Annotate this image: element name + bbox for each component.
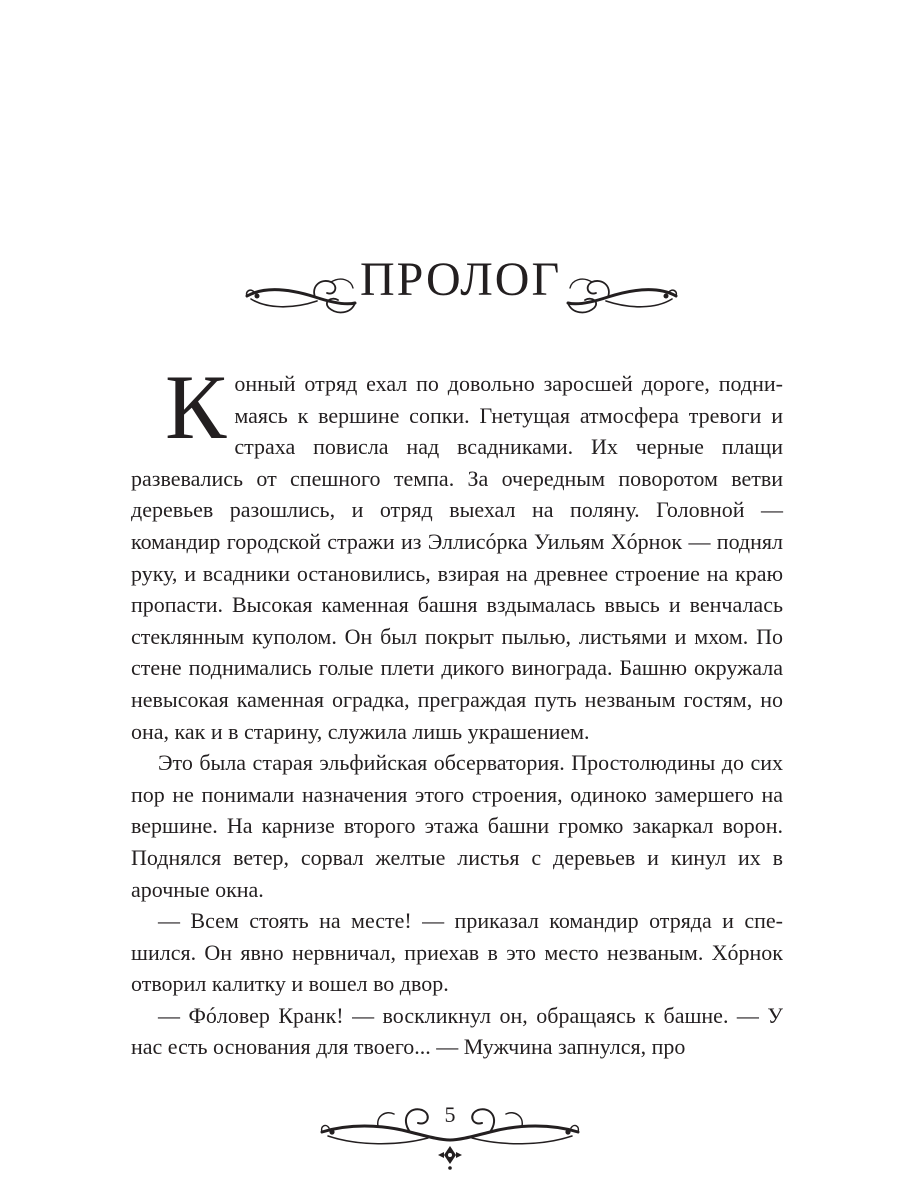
- flourish-right-icon: [566, 272, 678, 316]
- paragraph: — Фóловер Кранк! — воскликнул он, обращаясь к башне. — У нас есть основания для твоего... — Мужчина запнулся, про: [131, 1002, 783, 1060]
- page-footer: [0, 1096, 900, 1172]
- paragraph-text: онный отряд ехал по довольно заросшей дороге, поднимаясь к вершине сопки. Гнетущая атмосфера тревоги и страха повисла над всадниками. Их черные плащи развевались от спешного темпа. За очередным поворотом ветви деревьев разошлись, и отряд выехал на поляну. Головной — командир городской стражи из Эллисóрка Уильям Хóрнок — поднял руку, и всадники остановились, взирая на древнее строение на краю пропасти. Высокая каменная башня вздымалась ввысь и венчалась стеклянным куполом. Он был покрыт пылью, листьями и мхом. По стене поднимались голые плети дикого винограда. Башню окружала невысокая каменная оградка, преграждая путь незваным гостям, но она, как и в старину, служила лишь украшением.: [131, 371, 783, 744]
- flourish-left-icon: [245, 272, 357, 316]
- paragraph: [131, 356, 783, 747]
- chapter-heading: [0, 248, 900, 318]
- paragraph: — Всем стоять на месте! — приказал командир отряда и спешился. Он явно нервничал, приехав в это место незваным. Хóрнок отворил калитку и вошел во двор.: [131, 908, 783, 997]
- drop-cap: К: [165, 356, 227, 458]
- page-number: 5: [444, 1102, 456, 1127]
- chapter-title: ПРОЛОГ: [360, 253, 562, 306]
- paragraph: Это была старая эльфийская обсерватория. Простолюдины до сих пор не понимали назначения этого строения, одиноко замершего на вершине. На карнизе второго этажа башни громко закаркал ворон. Поднялся ветер, сорвал желтые листья с деревьев и кинул их в арочные окна.: [131, 750, 783, 902]
- body-text: [131, 356, 783, 1063]
